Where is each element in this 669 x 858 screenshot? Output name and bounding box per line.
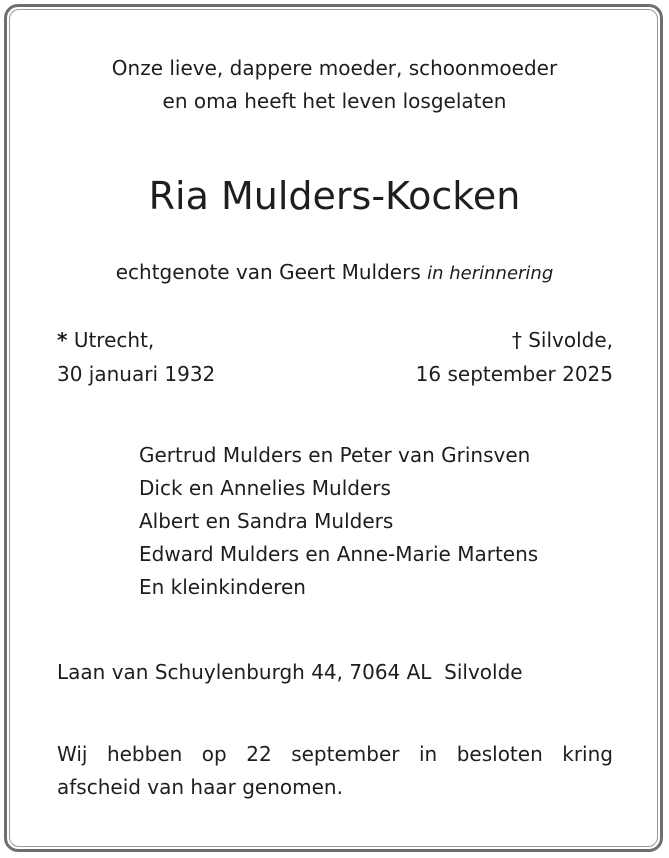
intro-line-2: en oma heeft het leven losgelaten xyxy=(162,89,507,113)
spouse-memory-note: in herinnering xyxy=(427,263,554,284)
death-place-line xyxy=(416,323,613,357)
death-place: Silvolde, xyxy=(528,328,613,352)
spouse-line xyxy=(0,256,669,290)
family-member: Edward Mulders en Anne-Marie Martens xyxy=(139,542,539,566)
birth-date: 30 januari 1932 xyxy=(57,362,216,386)
family-member: Albert en Sandra Mulders xyxy=(139,509,394,533)
death-info xyxy=(416,323,613,391)
family-member: Gertrud Mulders en Peter van Grinsven xyxy=(139,443,531,467)
deceased-name: Ria Mulders-Kocken xyxy=(148,174,521,218)
death-date: 16 september 2025 xyxy=(415,362,613,386)
birth-place: Utrecht, xyxy=(73,328,155,352)
farewell-line-1: Wij hebben op 22 september in besloten kring xyxy=(57,742,613,766)
birth-star-icon: * xyxy=(57,328,68,352)
family-member: En kleinkinderen xyxy=(139,575,306,599)
birth-place-line xyxy=(57,323,215,357)
death-cross-icon: † xyxy=(511,328,522,352)
farewell-text xyxy=(57,738,613,804)
intro-text xyxy=(0,52,669,118)
birth-info xyxy=(57,323,215,391)
intro-line-1: Onze lieve, dappere moeder, schoonmoeder xyxy=(111,56,558,80)
family-member: Dick en Annelies Mulders xyxy=(139,476,391,500)
spouse-text: echtgenote van Geert Mulders xyxy=(115,260,421,284)
family-list xyxy=(139,439,538,604)
farewell-line-2: afscheid van haar genomen. xyxy=(57,775,343,799)
address: Laan van Schuylenburgh 44, 7064 AL Silvolde xyxy=(57,660,523,684)
